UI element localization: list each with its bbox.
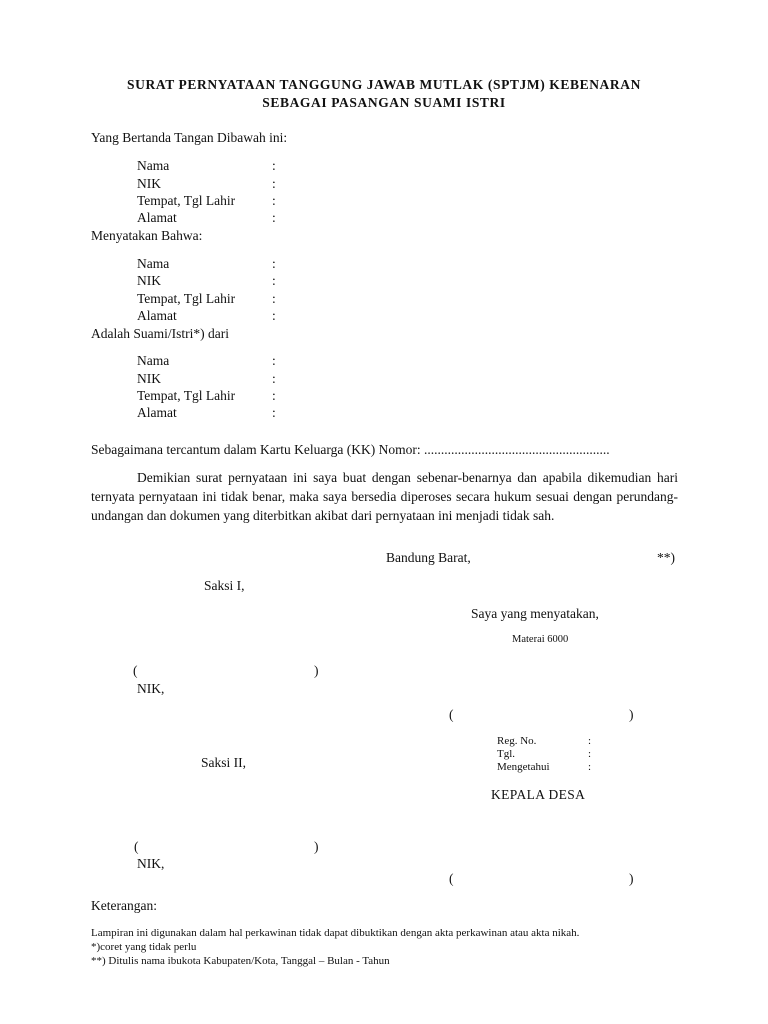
village-head-paren-open: ( [449, 871, 454, 886]
field-colon: : [272, 405, 276, 420]
reg-tgl-label: Tgl. [497, 748, 516, 760]
field-colon: : [272, 353, 276, 368]
witness-2-nik: NIK, [137, 856, 165, 871]
statement-paragraph [91, 468, 678, 525]
note-line-3: **) Ditulis nama ibukota Kabupaten/Kota, Tanggal – Bulan - Tahun [91, 955, 390, 967]
field-colon: : [272, 371, 276, 386]
field-label-nik: NIK [137, 273, 161, 288]
reg-colon: : [588, 761, 592, 773]
witness-1-paren-close: ) [314, 663, 319, 678]
place-date-note: **) [657, 550, 675, 565]
kk-number-line: Sebagaimana tercantum dalam Kartu Keluarga (KK) Nomor: ....................................................... [91, 442, 610, 457]
field-label-ttl: Tempat, Tgl Lahir [137, 193, 236, 208]
intro-text: Yang Bertanda Tangan Dibawah ini: [91, 130, 288, 145]
section-heading-suami-istri: Adalah Suami/Istri*) dari [91, 326, 229, 341]
witness-2-paren-close: ) [314, 839, 319, 854]
field-colon: : [272, 210, 276, 225]
field-colon: : [272, 388, 276, 403]
section-heading-menyatakan: Menyatakan Bahwa: [91, 228, 203, 243]
field-colon: : [272, 273, 276, 288]
notes-heading: Keterangan: [91, 898, 157, 913]
field-label-nama: Nama [137, 256, 170, 271]
witness-1-paren-open: ( [133, 663, 138, 678]
witness-1-nik: NIK, [137, 681, 165, 696]
witness-1-label: Saksi I, [204, 578, 245, 593]
field-label-ttl: Tempat, Tgl Lahir [137, 388, 236, 403]
field-label-nama: Nama [137, 158, 170, 173]
reg-no-label: Reg. No. [497, 735, 537, 747]
statement-text: Demikian surat pernyataan ini saya buat dengan sebenar-benarnya dan apabila dikemudian hari ternyata pernyataan ini tidak benar, maka saya bersedia diperoses secara hukum sesuai dengan perundang-undangan dan dokumen yang diterbitkan akibat dari pernyataan ini menjadi tidak sah. [91, 470, 678, 523]
field-label-nama: Nama [137, 353, 170, 368]
field-label-nik: NIK [137, 371, 161, 386]
field-colon: : [272, 193, 276, 208]
field-colon: : [272, 308, 276, 323]
field-colon: : [272, 176, 276, 191]
note-line-2: *)coret yang tidak perlu [91, 941, 197, 953]
note-line-1: Lampiran ini digunakan dalam hal perkawinan tidak dapat dibuktikan dengan akta perkawinan atau akta nikah. [91, 927, 580, 939]
place-date: Bandung Barat, [386, 550, 471, 565]
stamp-duty-label: Materai 6000 [512, 634, 569, 645]
field-label-alamat: Alamat [137, 405, 177, 420]
declarant-paren-close: ) [629, 707, 634, 722]
field-label-ttl: Tempat, Tgl Lahir [137, 291, 236, 306]
reg-colon: : [588, 735, 592, 747]
document-title-line-1: SURAT PERNYATAAN TANGGUNG JAWAB MUTLAK (SPTJM) KEBENARAN [127, 77, 641, 92]
village-head-paren-close: ) [629, 871, 634, 886]
witness-2-label: Saksi II, [201, 755, 246, 770]
field-label-nik: NIK [137, 176, 161, 191]
document-title-line-2: SEBAGAI PASANGAN SUAMI ISTRI [262, 95, 506, 110]
declarant-label: Saya yang menyatakan, [471, 606, 599, 621]
field-colon: : [272, 158, 276, 173]
declarant-paren-open: ( [449, 707, 454, 722]
reg-mengetahui-label: Mengetahui [497, 761, 550, 773]
reg-colon: : [588, 748, 592, 760]
field-label-alamat: Alamat [137, 308, 177, 323]
field-colon: : [272, 256, 276, 271]
field-colon: : [272, 291, 276, 306]
village-head-label: KEPALA DESA [491, 787, 586, 802]
witness-2-paren-open: ( [134, 839, 139, 854]
field-label-alamat: Alamat [137, 210, 177, 225]
